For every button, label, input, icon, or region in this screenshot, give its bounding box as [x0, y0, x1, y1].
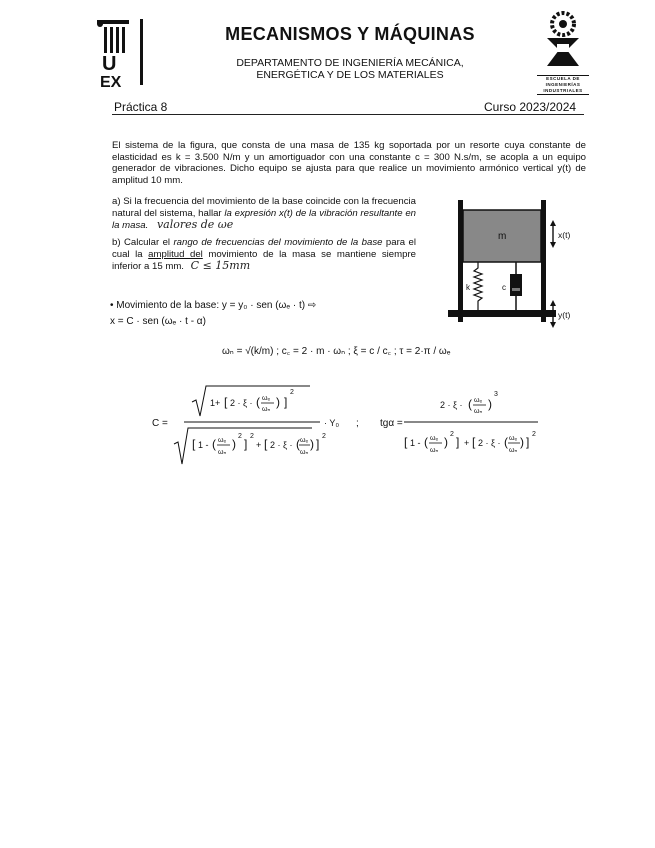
svg-text:): ): [232, 437, 236, 451]
svg-text:ωₑ: ωₑ: [474, 397, 483, 404]
svg-text:2 · ξ ·: 2 · ξ ·: [270, 440, 293, 450]
uex-logo: [94, 15, 150, 90]
department-name: [200, 57, 500, 81]
svg-text:ωₑ: ωₑ: [300, 437, 309, 444]
svg-text:ωₙ: ωₙ: [218, 449, 227, 456]
svg-text:(: (: [504, 435, 508, 449]
svg-text:(: (: [424, 435, 428, 449]
svg-text:): ): [520, 435, 524, 449]
svg-text:U: U: [102, 53, 117, 75]
question-a: [112, 196, 416, 232]
spring-label: k: [466, 283, 470, 292]
school-logo: [537, 10, 589, 95]
question-b: [112, 237, 416, 273]
svg-text:[: [: [264, 437, 268, 451]
phase-formula: [378, 380, 543, 470]
base-movement-equation: • Movimiento de la base: y = y₀ · sen (ωₑ · t) ⇨: [110, 300, 317, 311]
svg-text:2 · ξ ·: 2 · ξ ·: [478, 438, 501, 448]
svg-text:(: (: [212, 437, 216, 451]
x-label: x(t): [558, 230, 571, 240]
svg-text:(: (: [256, 395, 260, 409]
phase-lhs: tgα =: [380, 418, 403, 429]
svg-text:]: ]: [526, 435, 530, 449]
definitions-equation: ωₙ = √(k/m) ; c꜀ = 2 · m · ωₙ ; ξ = c / c꜀ ; τ = 2·π / ωₑ: [222, 346, 451, 357]
department-line-2: ENERGÉTICA Y DE LOS MATERIALES: [256, 69, 444, 81]
system-figure: [440, 192, 590, 332]
svg-text:ωₑ: ωₑ: [430, 435, 439, 442]
svg-text:ωₙ: ωₙ: [474, 408, 483, 415]
gear-robot-icon: [537, 10, 589, 70]
amplitude-formula-graphic: [150, 380, 380, 470]
spring: [474, 262, 482, 310]
question-a-emphasis: la expresión x(t) de la vibración resultante en la masa.: [112, 207, 416, 232]
svg-text:[: [: [472, 435, 476, 449]
question-b-text: b) Calcular el: [112, 237, 174, 248]
svg-text:(: (: [296, 437, 300, 451]
mass-label: m: [498, 231, 507, 242]
svg-text:ωₙ: ωₙ: [300, 449, 309, 456]
mass-movement-equation: x = C · sen (ωₑ · t - α): [110, 316, 206, 327]
svg-text:[: [: [404, 435, 408, 449]
question-a-text: a) Si la frecuencia del movimiento de la base coincide con la frecuencia natural del sistema, hallar: [112, 196, 416, 219]
svg-text:]: ]: [284, 395, 288, 409]
svg-text:ωₑ: ωₑ: [262, 395, 271, 402]
uex-logo-graphic: [94, 15, 150, 90]
formula-separator: ;: [356, 418, 359, 429]
problem-statement: El sistema de la figura, que consta de una masa de 135 kg soportada por un resorte cuya constante de elasticidad es k = 3.500 N/m y un amortiguador con una constante c = 300 N.s/m, se acopla a un equipo generador de vibraciones. Dicho equipo se ajusta para que realice un movimiento armónico vertical y(t) de amplitud 10 mm.: [112, 140, 586, 186]
question-b-underline: amplitud del: [148, 248, 203, 260]
svg-text:ωₙ: ωₙ: [509, 447, 518, 454]
svg-text:2: 2: [450, 431, 454, 438]
svg-text:): ): [310, 437, 314, 451]
svg-text:): ): [488, 397, 492, 411]
question-b-suffix: movimiento de la masa se mantiene siempre inferior a 15 mm.: [112, 248, 417, 273]
amplitude-formula: [150, 380, 380, 470]
amplitude-lhs: C =: [152, 418, 168, 429]
course-label: Curso 2023/2024: [484, 100, 577, 114]
school-logo-text: ESCUELA DE INGENIERÍAS INDUSTRIALES: [537, 75, 589, 95]
svg-text:+: +: [256, 440, 262, 450]
svg-text:1+: 1+: [210, 398, 221, 408]
svg-text:ωₙ: ωₙ: [430, 447, 439, 454]
svg-text:): ): [444, 435, 448, 449]
svg-text:ωₑ: ωₑ: [218, 437, 227, 444]
spring-damper-diagram: [440, 192, 590, 332]
svg-text:ωₑ: ωₑ: [509, 435, 518, 442]
amplitude-yo: · Y₀: [324, 418, 340, 428]
damper: [510, 274, 522, 296]
svg-text:1 -: 1 -: [410, 438, 421, 448]
svg-text:2: 2: [238, 433, 242, 440]
y-label: y(t): [558, 310, 571, 320]
question-b-emphasis: rango de frecuencias del movimiento de la base: [173, 237, 383, 248]
svg-text:(: (: [468, 397, 472, 411]
practice-label: Práctica 8: [114, 100, 168, 114]
svg-text:2: 2: [322, 433, 326, 440]
svg-text:[: [: [224, 395, 228, 409]
svg-text:ωₙ: ωₙ: [262, 406, 271, 413]
department-line-1: DEPARTAMENTO DE INGENIERÍA MECÁNICA,: [236, 57, 464, 69]
question-b-mid: para el cual la: [112, 237, 416, 260]
svg-text:1 -: 1 -: [198, 440, 209, 450]
damper-label: c: [502, 283, 506, 292]
svg-text:2: 2: [250, 433, 254, 440]
handwritten-note-b: C ≤ 15mm: [190, 259, 251, 273]
svg-text:2 · ξ ·: 2 · ξ ·: [440, 400, 463, 410]
svg-text:2: 2: [532, 431, 536, 438]
header-rule: [112, 114, 584, 115]
svg-text:]: ]: [244, 437, 248, 451]
svg-text:[: [: [192, 437, 196, 451]
base-platform: [448, 310, 556, 317]
phase-formula-graphic: [378, 380, 543, 470]
svg-text:2 · ξ ·: 2 · ξ ·: [230, 398, 253, 408]
svg-text:]: ]: [456, 435, 460, 449]
svg-text:): ): [276, 395, 280, 409]
svg-text:+: +: [464, 438, 470, 448]
svg-text:2: 2: [290, 389, 294, 396]
svg-text:]: ]: [316, 437, 320, 451]
svg-text:3: 3: [494, 391, 498, 398]
svg-text:EX: EX: [100, 74, 122, 90]
page-title: MECANISMOS Y MÁQUINAS: [225, 24, 475, 44]
handwritten-note-a: valores de ωe: [156, 218, 234, 232]
